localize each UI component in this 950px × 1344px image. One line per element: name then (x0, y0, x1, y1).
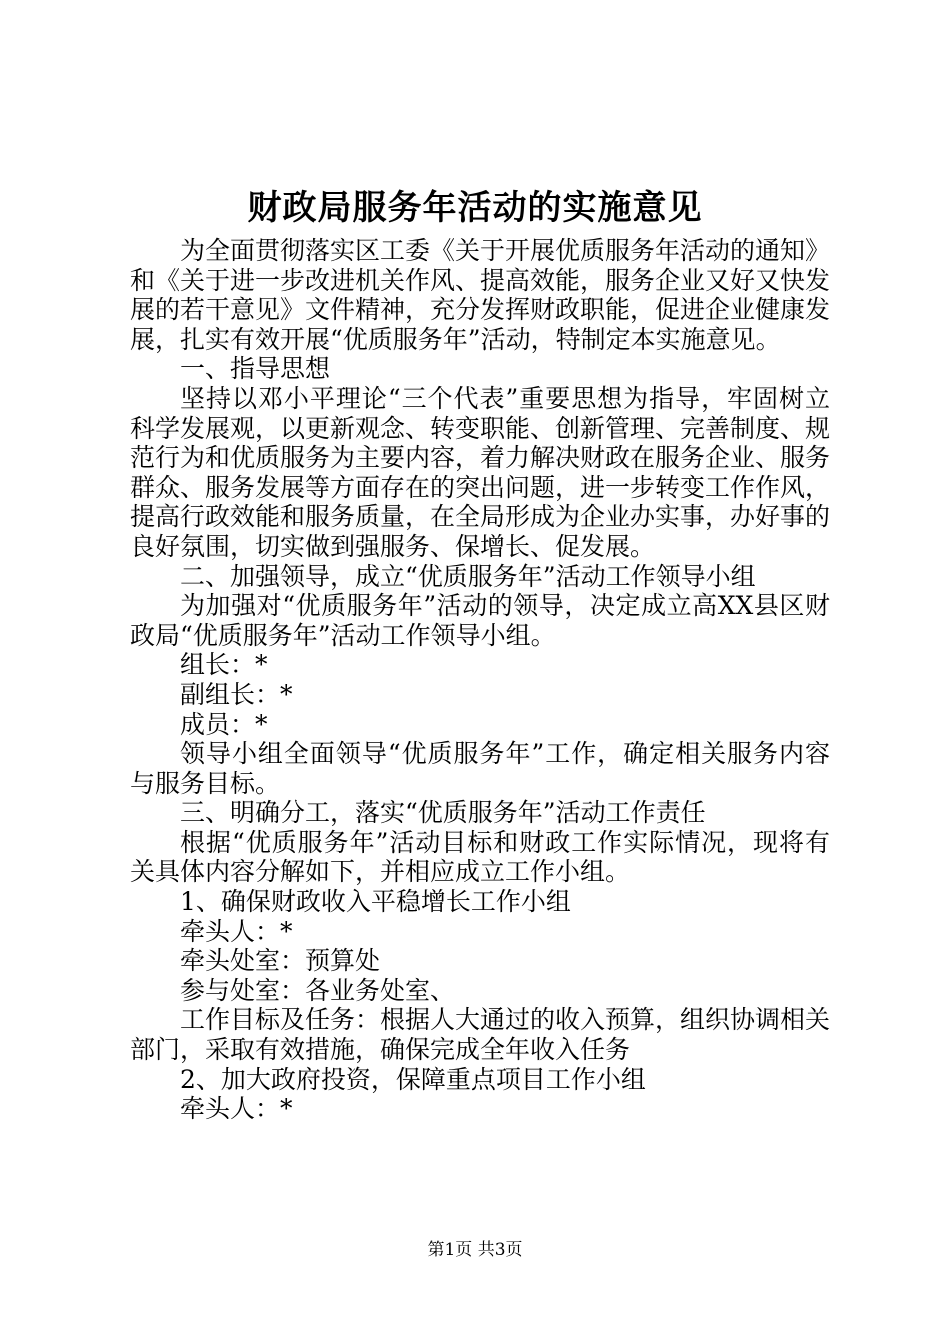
document-title: 财政局服务年活动的实施意见 (247, 188, 703, 228)
document-body (130, 236, 830, 1124)
section-heading: 二、加强领导，成立“优质服务年”活动工作领导小组 (180, 561, 756, 591)
paragraph: 为全面贯彻落实区工委《关于开展优质服务年活动的通知》和《关于进一步改进机关作风、提高效能，服务企业又好又快发展的若干意见》文件精神，充分发挥财政职能，促进企业健康发展，扎实有效开展“优质服务年”活动，特制定本实施意见。 (130, 236, 831, 354)
section-heading: 一、指导思想 (180, 354, 331, 384)
list-item: 副组长：* (180, 679, 293, 709)
list-item: 组长：* (180, 650, 268, 680)
page-footer: 第1页 共3页 (427, 1240, 523, 1260)
list-item: 成员：* (180, 709, 268, 739)
paragraph: 工作目标及任务：根据人大通过的收入预算，组织协调相关部门，采取有效措施，确保完成全年收入任务 (130, 1005, 831, 1065)
subsection-heading: 2、加大政府投资，保障重点项目工作小组 (180, 1064, 646, 1094)
list-item: 参与处室：各业务处室、 (180, 975, 456, 1005)
paragraph: 领导小组全面领导“优质服务年”工作，确定相关服务内容与服务目标。 (130, 739, 830, 798)
list-item: 牵头处室：预算处 (180, 946, 381, 976)
list-item: 牵头人：* (180, 1094, 293, 1124)
paragraph: 坚持以邓小平理论“三个代表”重要思想为指导，牢固树立科学发展观，以更新观念、转变职能、创新管理、完善制度、规范行为和优质服务为主要内容，着力解决财政在服务企业、服务群众、服务发展等方面存在的突出问题，进一步转变工作作风，提高行政效能和服务质量，在全局形成为企业办实事，办好事的良好氛围，切实做到强服务、保增长、促发展。 (130, 383, 831, 561)
section-heading: 三、明确分工，落实“优质服务年”活动工作责任 (180, 798, 706, 828)
subsection-heading: 1、确保财政收入平稳增长工作小组 (180, 887, 571, 917)
paragraph: 根据“优质服务年”活动目标和财政工作实际情况，现将有关具体内容分解如下，并相应成立工作小组。 (130, 827, 830, 887)
list-item: 牵头人：* (180, 916, 293, 946)
paragraph: 为加强对“优质服务年”活动的领导，决定成立高XX县区财政局“优质服务年”活动工作领导小组。 (130, 591, 830, 650)
